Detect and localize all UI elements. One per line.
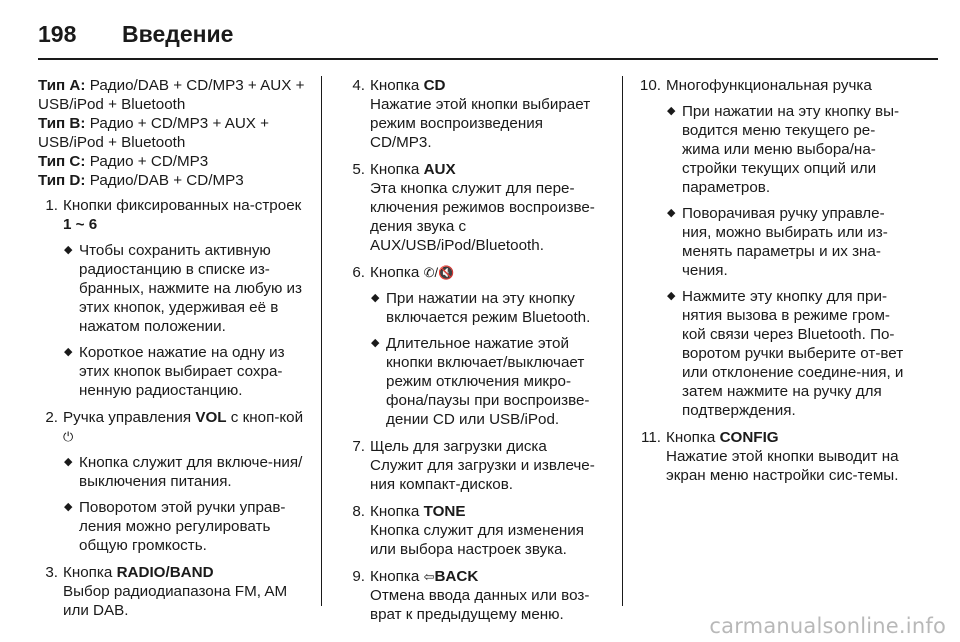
item-number: 2. (45, 409, 58, 426)
type-a-line (38, 76, 306, 114)
bullet-item: ◆ Кнопка служит для включе-ния/выключения питания. (64, 454, 303, 490)
type-label: Тип B: (38, 115, 86, 132)
list-item-8 (345, 502, 605, 559)
item-title: Кнопка CD (370, 77, 446, 94)
bullet-item: ◆ При нажатии на эту кнопку включается режим Bluetooth. (371, 290, 591, 326)
diamond-bullet-icon: ◆ (667, 290, 676, 302)
bullet-item: ◆ Нажмите эту кнопку для при-нятия вызова в режиме гром-кой связи через Bluetooth. По-воротом ручки выберите от-вет или отклонение соедине-ния, и затем нажмите на ручку для подтверждения. (667, 288, 904, 419)
type-d-line (38, 171, 306, 190)
power-icon: ⏻ (63, 429, 74, 444)
item-number: 8. (352, 503, 365, 520)
type-label: Тип D: (38, 172, 86, 189)
item-number: 3. (45, 564, 58, 581)
list-item-5 (345, 160, 605, 255)
type-label: Тип A: (38, 77, 86, 94)
type-text: Радио + CD/MP3 + AUX + USB/iPod + Bluetooth (38, 115, 270, 151)
column-divider (622, 76, 623, 606)
item-title: Многофункциональная ручка (666, 77, 872, 94)
page-header (38, 16, 233, 52)
diamond-bullet-icon: ◆ (371, 292, 380, 304)
item-description: Отмена ввода данных или воз-врат к предыдущему меню. (370, 587, 590, 623)
diamond-bullet-icon: ◆ (64, 244, 73, 256)
bullet-item: ◆ Чтобы сохранить активную радиостанцию в списке из-бранных, нажмите на любую из этих кнопок, удерживая её в нажатом положении. (64, 242, 303, 335)
item-number: 9. (352, 568, 365, 585)
item-title: Кнопка ✆/🔇 (370, 264, 455, 281)
item-title: Ручка управления VOL с кноп-кой ⏻ (63, 409, 304, 444)
column-middle (345, 76, 605, 632)
bullet-item: ◆ Короткое нажатие на одну из этих кнопок выбирает сохра-ненную радиостанцию. (64, 344, 285, 399)
item-title: Кнопка RADIO/BAND (63, 564, 214, 581)
item-title: Кнопка TONE (370, 503, 466, 520)
list-item-4 (345, 76, 605, 152)
list-item-1 (38, 196, 306, 400)
item-number: 1. (45, 197, 58, 214)
diamond-bullet-icon: ◆ (371, 337, 380, 349)
list-item-10 (641, 76, 906, 420)
item-description: Нажатие этой кнопки выбирает режим воспроизведения CD/MP3. (370, 96, 591, 151)
type-c-line (38, 152, 306, 171)
column-right (641, 76, 906, 493)
back-arrow-icon: ⇦ (423, 569, 435, 584)
item-number: 6. (352, 264, 365, 281)
bullet-item: ◆ Длительное нажатие этой кнопки включает/выключает режим отключения микро-фона/паузы при воспроизве-дении CD или USB/iPod. (371, 335, 590, 428)
item-title: Кнопки фиксированных на-строек 1 ~ 6 (63, 197, 302, 233)
list-item-7 (345, 437, 605, 494)
bullet-item: ◆ При нажатии на эту кнопку вы-водится меню текущего ре-жима или меню выбора/на-стройки текущих опций или параметров. (667, 103, 900, 196)
item-description: Нажатие этой кнопки выводит на экран меню настройки сис-темы. (666, 448, 899, 484)
page-title: Введение (122, 20, 234, 47)
column-left (38, 76, 306, 628)
bullet-item: ◆ Поворотом этой ручки управ-ления можно регулировать общую громкость. (64, 499, 286, 554)
diamond-bullet-icon: ◆ (667, 207, 676, 219)
item-title: Кнопка AUX (370, 161, 456, 178)
watermark: carmanualsonline.info (709, 614, 946, 638)
item-number: 5. (352, 161, 365, 178)
type-b-line (38, 114, 306, 152)
item-number: 7. (352, 438, 365, 455)
list-item-9 (345, 567, 605, 624)
item-description: Кнопка служит для изменения или выбора настроек звука. (370, 522, 585, 558)
type-text: Радио + CD/MP3 (89, 153, 209, 170)
item-number: 4. (352, 77, 365, 94)
item-description: Эта кнопка служит для пере-ключения режимов воспроизве-дения звука с AUX/USB/iPod/Bluetooth. (370, 180, 595, 254)
item-title: Кнопка CONFIG (666, 429, 779, 446)
list-item-6 (345, 263, 605, 429)
item-description: Служит для загрузки и извлече-ния компакт-дисков. (370, 457, 595, 493)
phone-mute-icon: ✆/🔇 (423, 265, 455, 280)
type-label: Тип C: (38, 153, 86, 170)
type-text: Радио/DAB + CD/MP3 (89, 172, 244, 189)
diamond-bullet-icon: ◆ (667, 105, 676, 117)
item-number: 10. (639, 77, 661, 94)
list-item-11 (641, 428, 906, 485)
item-number: 11. (641, 429, 661, 446)
diamond-bullet-icon: ◆ (64, 456, 73, 468)
diamond-bullet-icon: ◆ (64, 501, 73, 513)
item-title: Щель для загрузки диска (370, 438, 547, 455)
bullet-item: ◆ Поворачивая ручку управле-ния, можно выбирать или из-менять параметры и их зна-чения. (667, 205, 888, 279)
diamond-bullet-icon: ◆ (64, 346, 73, 358)
page-number: 198 (38, 20, 77, 47)
item-title: Кнопка ⇦BACK (370, 568, 479, 585)
header-rule (38, 58, 938, 60)
item-description: Выбор радиодиапазона FM, AM или DAB. (63, 583, 288, 619)
type-text: Радио/DAB + CD/MP3 + AUX + USB/iPod + Bluetooth (38, 77, 305, 113)
list-item-2 (38, 408, 306, 555)
column-divider (321, 76, 322, 606)
list-item-3 (38, 563, 306, 620)
